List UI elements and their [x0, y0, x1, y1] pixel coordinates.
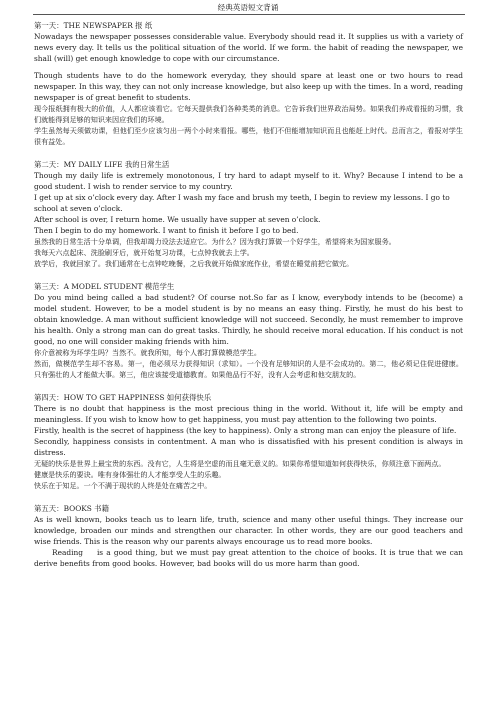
chinese-paragraph: 学生虽然每天须做功课，但他们至少应该匀出一两个小时来看报。哪些，他们不但能增加知识而且也能赶上时代。总而言之，看报对学生很有益处。 — [34, 126, 463, 146]
english-paragraph: Then I begin to do my homework. I want to finish it before I go to bed. — [34, 226, 299, 235]
english-paragraph: Secondly, happiness consists in contentment. A man who is dissatisfied with his present condition is always in distress. — [34, 437, 463, 457]
english-paragraph: As is well known, books teach us to learn life, truth, science and many other useful things. They increase our knowledge, broaden our minds and strengthen our character. In other words, they are our good teachers and wise friends. This is the reason why our parents always encourage us to read more books. — [34, 515, 463, 546]
section-heading: 第三天：A MODEL STUDENT 模范学生 — [34, 282, 175, 291]
chinese-paragraph: 虽然我的日常生活十分单调，但我却竭力设法去适应它。为什么？因为我打算做一个好学生，希望将来为国家服务。 — [34, 237, 396, 246]
english-paragraph: Nowadays the newspaper possesses considerable value. Everybody should read it. It supplies us with a variety of news every day. It tells us the political situation of the world. If we form. the habit of reading the newspaper, we shall (will) get enough knowledge to cope with our circumstance. — [34, 32, 463, 63]
reading-rest: is a good thing, but we must pay great attention to the choice of books. It is true that we can derive benefits from good books. However, bad books will do us more harm than good. — [34, 548, 463, 568]
document-body — [34, 20, 463, 569]
section-day3 — [34, 281, 463, 380]
section-heading: 第五天：BOOKS 书籍 — [34, 504, 109, 513]
english-paragraph — [34, 547, 463, 569]
section-day1 — [34, 20, 463, 147]
reading-word: Reading — [52, 548, 83, 557]
section-day5 — [34, 503, 463, 569]
english-paragraph: Though students have to do the homework everyday, they should spare at least one or two hours to read newspaper. In this way, they can not only increase knowledge, but also keep up with the times. In a word, reading newspaper is of great benefit to students. — [34, 71, 463, 102]
chinese-paragraph: 现今报纸拥有极大的价值，人人都应该看它。它每天提供我们各种类类的消息。它告诉我们世界政治局势。如果我们养成看报的习惯，我们就能得到足够的知识来因应我们的环境。 — [34, 104, 463, 124]
section-heading: 第一天：THE NEWSPAPER 报 纸 — [34, 21, 153, 30]
english-paragraph: After school is over, I return home. We usually have supper at seven o’clock. — [34, 215, 321, 224]
chinese-paragraph: 无疑的快乐是世界上最宝贵的东西。没有它，人生将是空虚的而且毫无意义的。如果你希望知道如何获得快乐，你须注意下面两点。 — [34, 459, 446, 468]
section-day4 — [34, 392, 463, 491]
chinese-paragraph: 健康是快乐的要诀。唯有身体强壮的人才能享受人生的乐趣。 — [34, 470, 226, 479]
english-paragraph: Firstly, health is the secret of happiness (the key to happiness). Only a strong man can enjoy the pleasure of life. — [34, 426, 457, 435]
section-day2 — [34, 159, 463, 269]
english-paragraph: Though my daily life is extremely monotonous, I try hard to adapt myself to it. Why? Because I intend to be a good student. I wish to render service to my country. — [34, 171, 463, 191]
page-header-title: 经典英语短文背诵 — [217, 3, 279, 12]
english-paragraph: I get up at six o’clock every day. After I wash my face and brush my teeth, I begin to review my lessons. I go to school at seven o’clock. — [34, 193, 450, 213]
chinese-paragraph: 我每天六点起床、洗脸刷牙后，就开始复习功课，七点钟我就去上学。 — [34, 248, 254, 257]
chinese-paragraph: 你介意被称为坏学生吗？当然不。就我所知，每个人都打算做模范学生。 — [34, 348, 261, 357]
section-heading: 第二天：MY DAILY LIFE 我的日常生活 — [34, 160, 170, 169]
english-paragraph: Do you mind being called a bad student? Of course not.So far as I know, everybody intends to be (become) a model student. However, to be a model student is by no means an easy thing. Firstly, he must do his best to obtain knowledge. A man without sufficient knowledge will not succeed. Secondly, he must remember to improve his health. Only a strong man can do great tasks. Thirdly, he should receive moral education. If his conduct is not good, no one will consider making friends with him. — [34, 293, 463, 346]
chinese-paragraph: 然而，做模范学生却不容易。第一，他必须尽力获得知识（求知）。一个没有足够知识的人是不会成功的。第二，他必须记住促进健康。只有强壮的人才能做大事。第三，他应该接受道德教育。如果他品行不好，没有人会考虑和他交朋友的。 — [34, 359, 463, 379]
section-heading: 第四天：HOW TO GET HAPPINESS 如何获得快乐 — [34, 393, 212, 402]
chinese-paragraph: 快乐在于知足。一个不满于现状的人终是处在痛苦之中。 — [34, 481, 212, 490]
header-divider — [33, 14, 465, 15]
english-paragraph: There is no doubt that happiness is the most precious thing in the world. Without it, life will be empty and meaningless. If you wish to know how to get happiness, you must pay attention to the following two points. — [34, 404, 463, 424]
chinese-paragraph: 放学后，我就回家了。我们通常在七点钟吃晚餐，之后我就开始做家庭作业，希望在睡觉前把它做完。 — [34, 259, 354, 268]
